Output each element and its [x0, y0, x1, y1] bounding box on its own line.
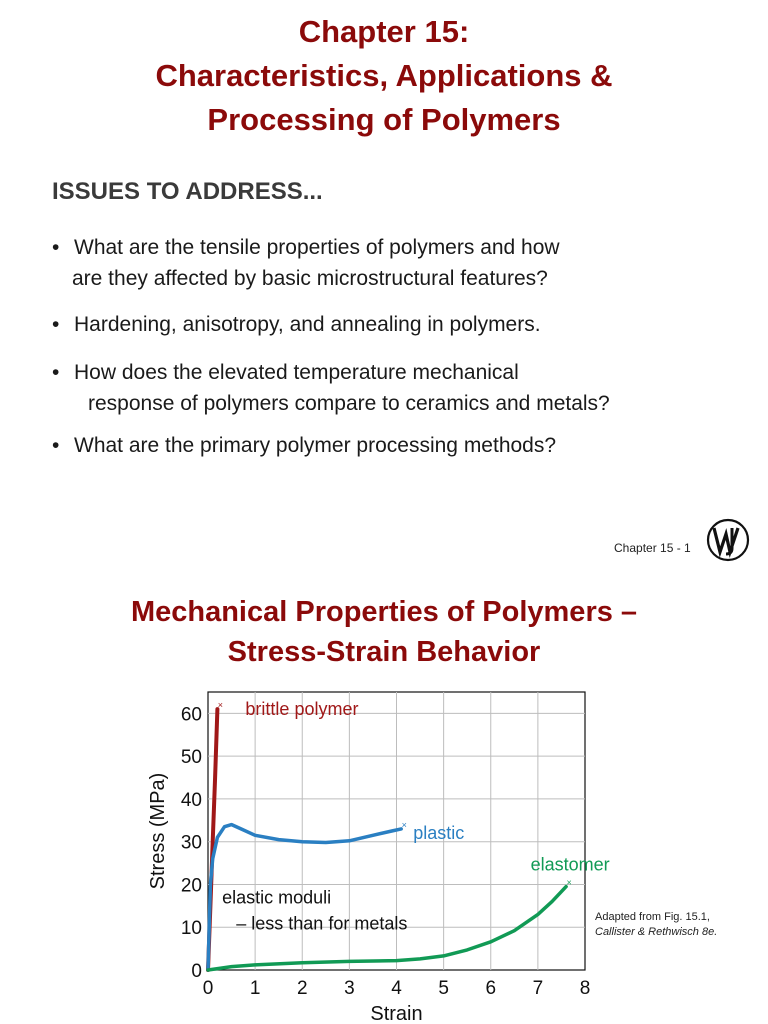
axis-ticks [181, 704, 590, 999]
wiley-logo-icon [706, 518, 750, 562]
x-tick-label: 1 [249, 978, 261, 999]
bullet-text: How does the elevated temperature mechanical [74, 361, 519, 384]
bullet-text: What are the tensile properties of polymers and how [74, 236, 560, 259]
slide1-title-line2: Characteristics, Applications & [155, 58, 613, 93]
break-marker: × [401, 819, 407, 830]
series-label: brittle polymer [245, 699, 359, 720]
y-tick-label: 10 [180, 918, 202, 940]
y-tick-label: 20 [180, 875, 202, 897]
x-tick-label: 5 [438, 978, 449, 999]
bullet-text: response of polymers compare to ceramics and metals? [88, 392, 610, 415]
series-label: elastomer [530, 854, 610, 875]
bullet-item [52, 430, 556, 461]
slide1-title-line3: Processing of Polymers [207, 102, 561, 137]
slide1-title [0, 10, 768, 142]
x-tick-label: 7 [532, 978, 544, 999]
bullet-text: are they affected by basic microstructural features? [72, 267, 548, 290]
bullet-icon: • [52, 313, 60, 336]
x-tick-label: 4 [391, 978, 402, 999]
y-tick-label: 0 [191, 961, 202, 982]
x-tick-label: 0 [202, 978, 214, 999]
bullet-item [52, 232, 560, 294]
series-label: plastic [413, 822, 465, 843]
figure-credit [595, 910, 717, 940]
y-tick-label: 50 [180, 747, 202, 769]
y-tick-label: 40 [180, 789, 202, 811]
x-axis-label: Strain [370, 1003, 423, 1024]
credit-line1: Adapted from Fig. 15.1, [595, 911, 710, 923]
annotation-elastic-moduli: elastic moduli [222, 887, 332, 908]
slide2-title-line1: Mechanical Properties of Polymers – [130, 596, 638, 628]
y-tick-label: 60 [180, 704, 202, 726]
bullet-text: Hardening, anisotropy, and annealing in polymers. [74, 313, 541, 336]
y-axis-label: Stress (MPa) [147, 772, 169, 890]
bullet-item [52, 309, 541, 340]
credit-line2: Callister & Rethwisch 8e. [595, 926, 718, 938]
stress-strain-chart [140, 680, 610, 1024]
x-tick-label: 6 [485, 978, 497, 999]
issues-heading: ISSUES TO ADDRESS... [52, 178, 323, 205]
slide-footer: Chapter 15 - 1 [614, 541, 691, 555]
break-marker: × [217, 700, 224, 711]
bullet-icon: • [52, 236, 60, 259]
y-tick-label: 30 [180, 832, 202, 854]
x-tick-label: 8 [579, 978, 591, 999]
break-marker: × [566, 877, 572, 888]
bullet-icon: • [52, 434, 60, 457]
bullet-item [52, 357, 610, 419]
slide2-title [0, 592, 768, 672]
bullet-text: What are the primary polymer processing methods? [74, 434, 557, 457]
annotation-less-than-metals: – less than for metals [236, 913, 408, 934]
x-tick-label: 2 [296, 978, 308, 999]
series-labels [245, 699, 609, 874]
bullet-icon: • [52, 361, 60, 384]
slide1-title-line1: Chapter 15: [298, 14, 470, 49]
x-tick-label: 3 [344, 978, 355, 999]
slide2-title-line2: Stress-Strain Behavior [227, 636, 541, 668]
